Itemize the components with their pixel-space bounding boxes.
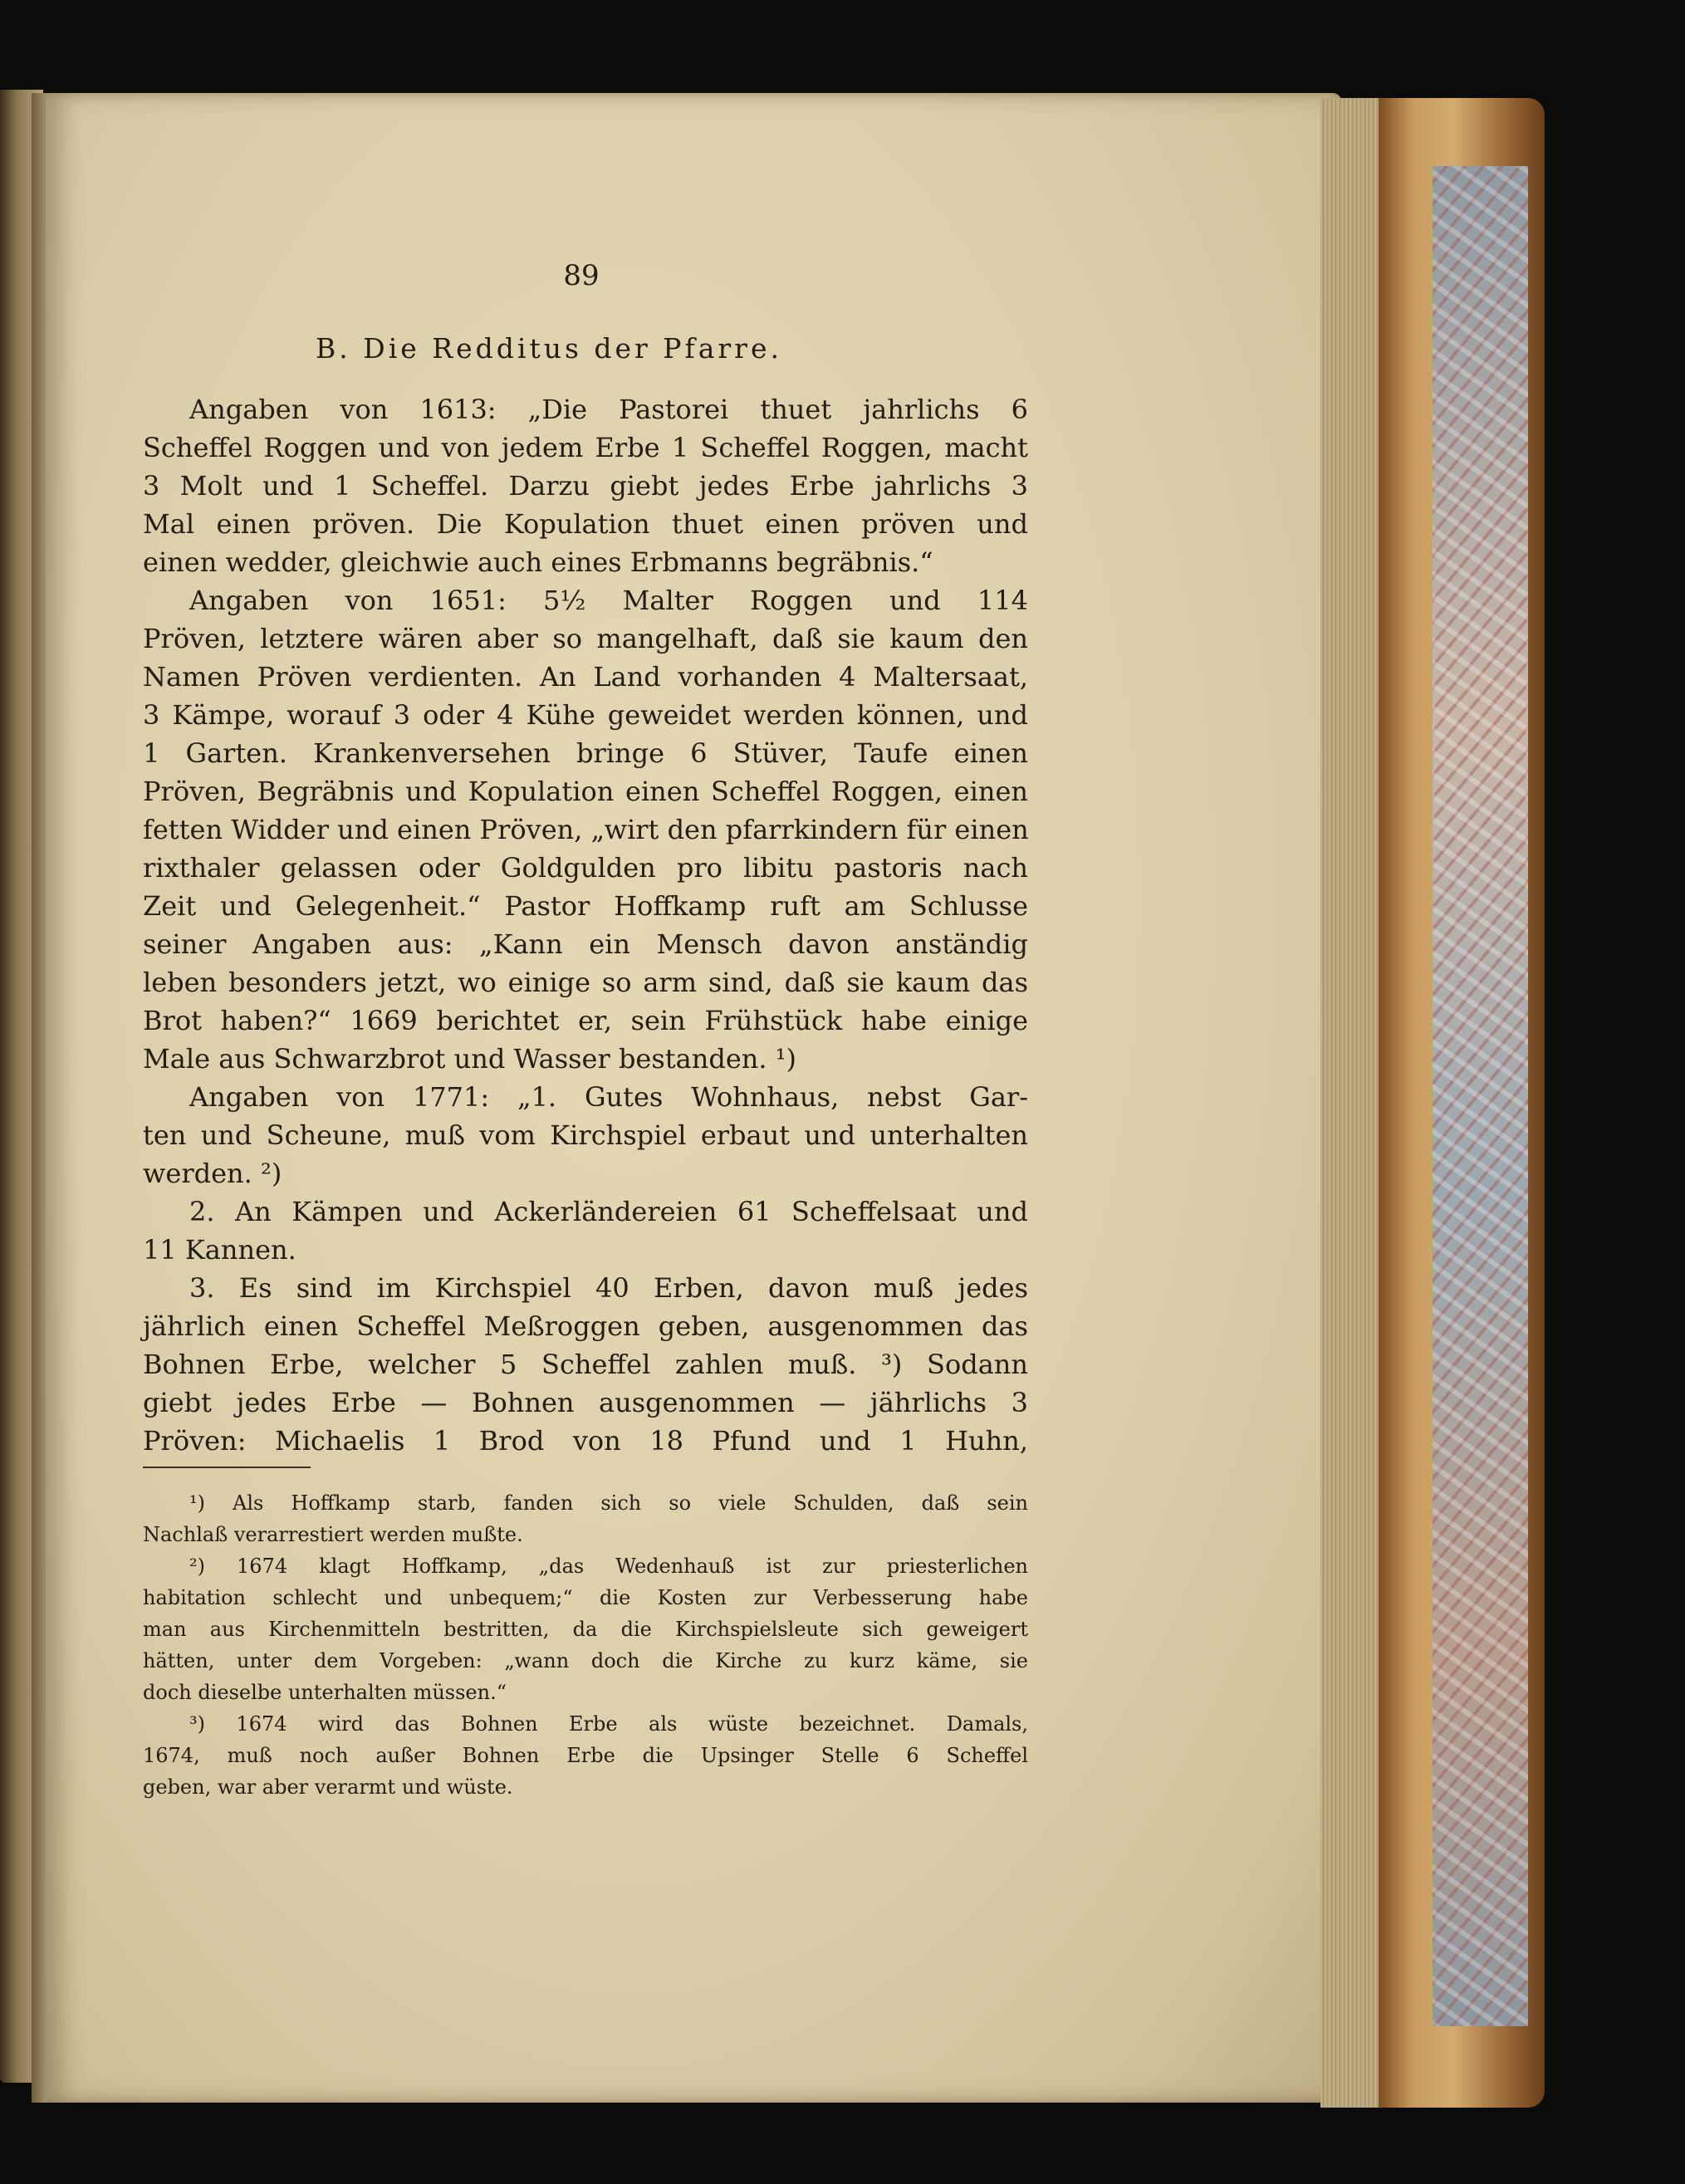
- section-title: B. Die Redditus der Pfarre.: [316, 332, 782, 365]
- body-line: Angaben von 1771: „1. Gutes Wohnhaus, nebst Gar-: [189, 1081, 1028, 1113]
- body-line: ten und Scheune, muß vom Kirchspiel erbaut und unterhalten: [143, 1119, 1028, 1151]
- body-line: Angaben von 1613: „Die Pastorei thuet jahrlichs 6: [189, 394, 1028, 425]
- body-line: Pröven, Begräbnis und Kopulation einen Scheffel Roggen, einen: [143, 776, 1028, 807]
- body-line: 1 Garten. Krankenversehen bringe 6 Stüver, Taufe einen: [143, 737, 1028, 769]
- body-line: seiner Angaben aus: „Kann ein Mensch davon anständig: [143, 928, 1028, 960]
- body-line: Pröven, letztere wären aber so mangelhaft, daß sie kaum den: [143, 623, 1028, 654]
- body-line: 3 Molt und 1 Scheffel. Darzu giebt jedes Erbe jahrlichs 3: [143, 470, 1028, 502]
- body-line: Bohnen Erbe, welcher 5 Scheffel zahlen muß. ³) Sodann: [143, 1349, 1028, 1380]
- body-line: Brot haben?“ 1669 berichtet er, sein Frühstück habe einige: [143, 1005, 1028, 1036]
- footnote-line: 1674, muß noch außer Bohnen Erbe die Upsinger Stelle 6 Scheffel: [143, 1744, 1028, 1767]
- footnote-line: hätten, unter dem Vorgeben: „wann doch die Kirche zu kurz käme, sie: [143, 1649, 1028, 1672]
- body-line: 11 Kannen.: [143, 1234, 296, 1266]
- body-line: giebt jedes Erbe — Bohnen ausgenommen — jährlichs 3: [143, 1387, 1028, 1418]
- body-line: Mal einen pröven. Die Kopulation thuet einen pröven und: [143, 508, 1028, 540]
- body-line: einen wedder, gleichwie auch eines Erbmanns begräbnis.“: [143, 546, 933, 578]
- footnote-rule: [143, 1467, 311, 1468]
- marbled-endpaper: [1433, 166, 1528, 2026]
- footnote-line: Nachlaß verarrestiert werden mußte.: [143, 1523, 523, 1546]
- body-line: Angaben von 1651: 5½ Malter Roggen und 114: [189, 585, 1028, 616]
- footnote-line: ²) 1674 klagt Hoffkamp, „das Wedenhauß ist zur priesterlichen: [189, 1555, 1028, 1578]
- body-line: leben besonders jetzt, wo einige so arm sind, daß sie kaum das: [143, 967, 1028, 998]
- page-number: 89: [563, 259, 600, 292]
- body-line: 3 Kämpe, worauf 3 oder 4 Kühe geweidet werden können, und: [143, 699, 1028, 731]
- footnote-line: geben, war aber verarmt und wüste.: [143, 1775, 513, 1799]
- body-line: Namen Pröven verdienten. An Land vorhanden 4 Maltersaat,: [143, 661, 1028, 693]
- body-line: Pröven: Michaelis 1 Brod von 18 Pfund und 1 Huhn,: [143, 1425, 1028, 1457]
- body-line: rixthaler gelassen oder Goldgulden pro libitu pastoris nach: [143, 852, 1028, 884]
- body-line: jährlich einen Scheffel Meßroggen geben, ausgenommen das: [143, 1310, 1028, 1342]
- footnote-line: ³) 1674 wird das Bohnen Erbe als wüste bezeichnet. Damals,: [189, 1712, 1028, 1736]
- footnote-line: ¹) Als Hoffkamp starb, fanden sich so viele Schulden, daß sein: [189, 1491, 1028, 1515]
- body-line: fetten Widder und einen Pröven, „wirt den pfarrkindern für einen: [143, 814, 1029, 845]
- body-line: werden. ²): [143, 1158, 282, 1189]
- body-line: Male aus Schwarzbrot und Wasser bestanden. ¹): [143, 1043, 797, 1075]
- body-line: Scheffel Roggen und von jedem Erbe 1 Scheffel Roggen, macht: [143, 432, 1028, 463]
- footnote-line: man aus Kirchenmitteln bestritten, da die Kirchspielsleute sich geweigert: [143, 1618, 1028, 1641]
- body-line: 2. An Kämpen und Ackerländereien 61 Scheffelsaat und: [189, 1196, 1028, 1227]
- footnote-line: doch dieselbe unterhalten müssen.“: [143, 1681, 507, 1704]
- body-line: 3. Es sind im Kirchspiel 40 Erben, davon muß jedes: [189, 1272, 1028, 1304]
- body-line: Zeit und Gelegenheit.“ Pastor Hoffkamp ruft am Schlusse: [143, 890, 1028, 922]
- footnote-line: habitation schlecht und unbequem;“ die Kosten zur Verbesserung habe: [143, 1586, 1028, 1609]
